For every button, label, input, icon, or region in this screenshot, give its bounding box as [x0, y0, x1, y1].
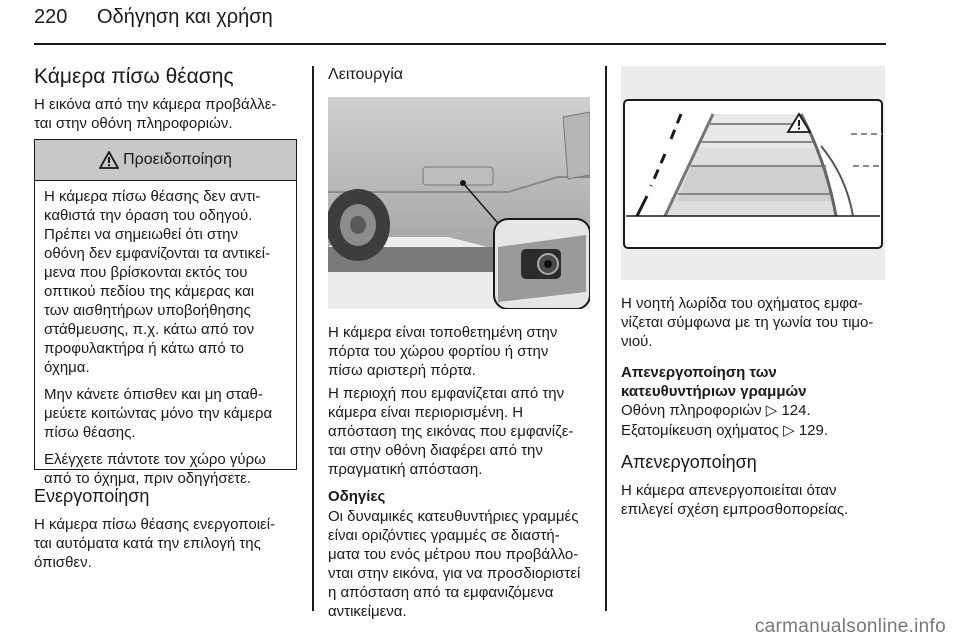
reference-arrow-icon: ▷: [783, 422, 795, 439]
page-number: 220: [34, 6, 68, 28]
watermark: carmanualsonline.info: [754, 616, 946, 637]
reference-page: 124: [781, 402, 807, 419]
warning-paragraph-3: Ελέγχετε πάντοτε τον χώρο γύρω από το όχημα, πριν οδηγήσετε.: [44, 451, 266, 487]
guides-paragraph: [328, 507, 580, 621]
text-line: όπισθεν.: [34, 554, 92, 571]
text-line: Η κάμερα πίσω θέασης ενεργοποιεί‑: [34, 516, 276, 533]
intro-paragraph: [34, 95, 276, 133]
deactivate-guides-title: [621, 363, 807, 401]
text-line: Η κάμερα απενεργοποιείται όταν: [621, 482, 837, 499]
text-line: ται στην οθόνη πληροφοριών.: [34, 115, 233, 132]
text-line: Η κάμερα είναι τοποθετημένη στην: [328, 324, 558, 341]
text-line: Οι δυναμικές κατευθυντήριες γραμμές: [328, 508, 579, 525]
deactivation-paragraph: [621, 481, 848, 519]
section-title-activation: Ενεργοποίηση: [34, 486, 150, 506]
camera-location-illustration: [328, 97, 590, 314]
text-line: κάμερα είναι περιορισμένη. Η: [328, 404, 524, 421]
warning-header: [35, 140, 296, 181]
activation-paragraph: [34, 515, 275, 572]
text-line: ται αυτόματα κατά την επιλογή της: [34, 535, 261, 552]
warning-paragraph-2: Μην κάνετε όπισθεν και μη σταθ‑ μεύετε κοιτώντας μόνο την κάμερα πίσω θέασης.: [44, 386, 273, 441]
reference-info-display[interactable]: Οθόνη πληροφοριών ▷ 124.: [621, 402, 811, 419]
reference-vehicle-personalisation[interactable]: Εξατομίκευση οχήματος ▷ 129.: [621, 422, 829, 439]
chapter-title: Οδήγηση και χρήση: [97, 6, 273, 28]
text-line: Η εικόνα από την κάμερα προβάλλε‑: [34, 96, 277, 113]
text-line: πραγματική απόσταση.: [328, 461, 483, 478]
text-line: ματα του ενός μέτρου που προβάλλο‑: [328, 546, 579, 563]
operation-paragraph-1: [328, 323, 557, 380]
text-line: Απενεργοποίηση των: [621, 364, 777, 381]
header-rule: [34, 43, 886, 45]
section-title-operation: Λειτουργία: [328, 66, 404, 83]
warning-paragraph-1: Η κάμερα πίσω θέασης δεν αντι‑ καθιστά την όραση του οδηγού. Πρέπει να σημειωθεί ότι στην οθόνη δεν εμφανίζονται τα αντικεί‑ μενα που βρίσκονται εκτός του οπτικού πεδίου της κάμερας και των αισθητήρων υποβοήθησης στάθμευσης, π.χ. κάτω από τον προφυλακτήρα ή κάτω από το όχημα.: [44, 188, 271, 376]
text-line: η απόσταση από τα εμφανιζόμενα: [328, 584, 554, 601]
text-line: αντικείμενα.: [328, 603, 407, 620]
text-line: νίζεται σύμφωνα με τη γωνία του τιμο‑: [621, 314, 874, 331]
warning-title: Προειδοποίηση: [123, 151, 232, 168]
section-title-deactivation: Απενεργοποίηση: [621, 452, 757, 472]
warning-triangle-icon: [99, 151, 119, 169]
column-divider-2: [605, 66, 607, 611]
text-line: νιού.: [621, 333, 653, 350]
text-line: Η νοητή λωρίδα του οχήματος εμφα‑: [621, 295, 863, 312]
text-line: Η περιοχή που εμφανίζεται από την: [328, 385, 565, 402]
guides-title: Οδηγίες: [328, 488, 386, 505]
camera-display-illustration: [621, 66, 885, 285]
operation-paragraph-2: [328, 384, 573, 479]
text-line: επιλεγεί σχέση εμπροσθοπορείας.: [621, 501, 849, 518]
text-line: πίσω αριστερή πόρτα.: [328, 362, 476, 379]
display-caption: [621, 294, 873, 351]
section-title-rear-camera: Κάμερα πίσω θέασης: [34, 65, 234, 88]
reference-page: 129: [798, 422, 824, 439]
text-line: απόσταση της εικόνας που εμφανίζε‑: [328, 423, 574, 440]
text-line: ται στην οθόνη διαφέρει από την: [328, 442, 543, 459]
text-line: νται στην εικόνα, για να προσδιοριστεί: [328, 565, 581, 582]
text-line: πόρτα του χώρου φορτίου ή στην: [328, 343, 549, 360]
column-divider-1: [312, 66, 314, 611]
text-line: είναι οριζόντιες γραμμές σε διαστή‑: [328, 527, 560, 544]
reference-arrow-icon: ▷: [765, 402, 778, 419]
warning-box: [34, 139, 297, 487]
reference-text: Εξατομίκευση οχήματος: [621, 422, 779, 439]
text-line: κατευθυντήριων γραμμών: [621, 383, 807, 400]
reference-text: Οθόνη πληροφοριών: [621, 402, 762, 419]
